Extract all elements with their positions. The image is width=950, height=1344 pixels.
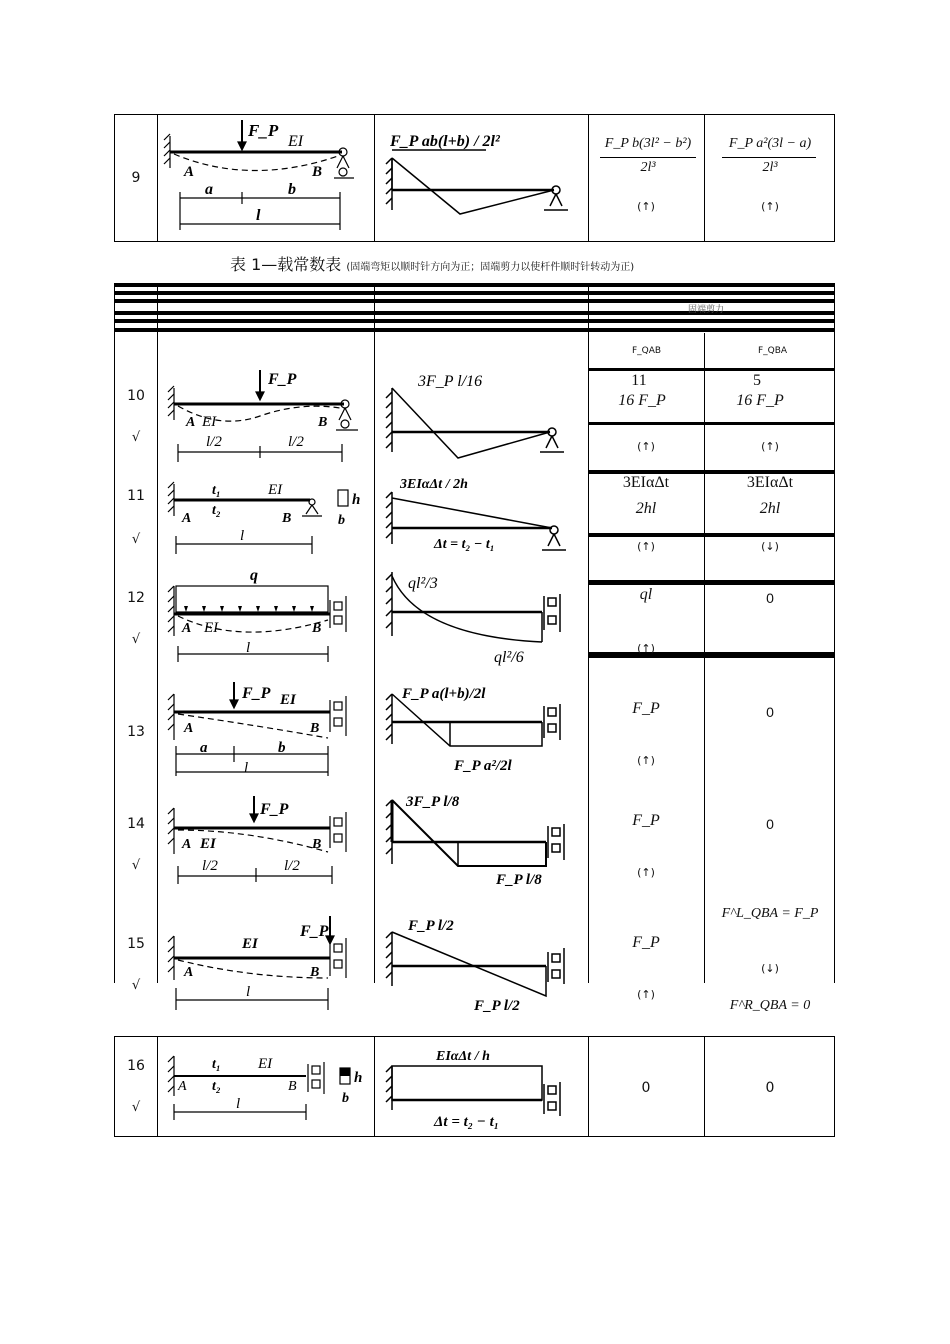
beam-diagram-15 [160, 906, 370, 1016]
half-span-label: l/2 [288, 434, 304, 450]
moment-sub-label: ql²/6 [494, 649, 524, 666]
span-label: l [236, 1096, 241, 1112]
q-label: q [250, 567, 258, 584]
beam-diagram-14 [160, 790, 370, 890]
point-a-label: A [184, 965, 194, 980]
point-a-label: A [184, 164, 195, 180]
moment-sub-label: F_P a²/2l [454, 758, 512, 774]
half-span-label: l/2 [202, 858, 218, 874]
beam-diagram-13 [160, 676, 370, 786]
span-label: l [240, 528, 245, 544]
point-b-label: B [318, 415, 328, 430]
point-a-label: A [182, 511, 192, 526]
span-label: l [244, 760, 249, 776]
fab-line1: ql [639, 586, 653, 603]
beam-diagram-11 [160, 474, 370, 574]
fab-direction: (↑) [637, 754, 655, 767]
table-caption [230, 252, 634, 275]
row-number: 12 [127, 590, 145, 606]
point-a-label: A [182, 621, 192, 636]
load-label: F_P [300, 923, 329, 940]
moment-sub-label: F_P l/8 [496, 872, 542, 888]
check-mark: √ [131, 532, 141, 547]
point-a-label: A [178, 1079, 187, 1094]
point-b-label: B [282, 511, 292, 526]
caption-note: (固端弯矩以顺时针方向为正；固端剪力以使杆件顺时针转动为正) [346, 262, 635, 273]
row-number: 10 [127, 388, 145, 404]
load-label: F_P [248, 121, 279, 140]
row-number: 13 [127, 724, 145, 740]
fab-direction: (↑) [637, 540, 655, 553]
moment-diagram-14 [378, 790, 586, 894]
fba-direction: (↑) [761, 440, 779, 453]
fab-line1: 3EIαΔt [622, 474, 670, 491]
row-number: 16 [127, 1058, 145, 1074]
moment-diagram-10 [378, 368, 586, 468]
segment-a-label: a [205, 181, 213, 198]
row-number: 14 [127, 816, 145, 832]
check-mark: √ [131, 632, 141, 647]
fab-numerator: F_P b(3l² − b²) [604, 136, 692, 151]
check-mark: √ [131, 858, 141, 873]
moment-label: F_P ab(l+b) / 2l² [390, 133, 500, 150]
fba-line3: F^R_QBA = 0 [729, 998, 811, 1013]
moment-sub-label: F_P l/2 [474, 998, 520, 1014]
moment-label: EIαΔt / h [436, 1049, 490, 1064]
point-b-label: B [312, 164, 323, 180]
fab-line2: 16 F_P [618, 392, 666, 409]
fba-line2: 16 F_P [736, 392, 784, 409]
ei-label: EI [202, 414, 217, 430]
moment-diagram-16 [378, 1044, 586, 1134]
beam-diagram [160, 118, 370, 238]
fab-line1: F_P [632, 812, 660, 829]
fba-line1: 0 [766, 816, 774, 832]
row-number: 9 [131, 170, 141, 186]
row-number: 15 [127, 936, 145, 952]
row-number: 11 [127, 488, 145, 504]
check-mark: √ [131, 978, 141, 993]
moment-label: 3EIαΔt / 2h [400, 477, 468, 492]
beam-diagram-12 [160, 566, 370, 666]
fab-line1: F_P [632, 700, 660, 717]
span-label: l [246, 984, 251, 1000]
moment-sub-label: Δt = t₂ − t₁ [434, 537, 495, 552]
point-b-label: B [310, 965, 320, 980]
moment-diagram-13 [378, 676, 586, 780]
temp-t1-label: t₁ [212, 1057, 221, 1072]
moment-label: F_P l/2 [408, 918, 454, 934]
segment-b-label: b [278, 740, 286, 756]
moment-label: F_P a(l+b)/2l [402, 686, 486, 702]
fba-line1: 5 [753, 372, 761, 389]
span-label: l [256, 207, 261, 224]
moment-diagram-11 [378, 474, 586, 574]
fba-line1: 0 [766, 590, 774, 606]
ei-label: EI [288, 133, 304, 150]
ei-label: EI [258, 1056, 273, 1072]
fab-line2: 2hl [635, 500, 657, 517]
height-h-label: h [352, 492, 361, 508]
fba-line1: 0 [766, 704, 774, 720]
load-label: F_P [268, 371, 297, 388]
point-b-label: B [312, 621, 322, 636]
fba-value: 0 [765, 1080, 775, 1096]
temp-t2-label: t₂ [212, 1079, 221, 1094]
fba-direction: (↑) [761, 200, 779, 213]
point-a-label: A [182, 837, 192, 852]
fab-direction: (↑) [637, 440, 655, 453]
fqba-header: F_QBA [758, 346, 788, 356]
fab-direction: (↑) [637, 866, 655, 879]
beam-diagram-10 [160, 368, 370, 468]
fab-line1: 11 [631, 372, 647, 389]
fab-denominator: 2l³ [640, 160, 656, 175]
moment-label: ql²/3 [408, 575, 438, 592]
fab-direction: (↑) [637, 200, 655, 213]
width-b-label: b [338, 513, 345, 528]
moment-label: 3F_P l/8 [406, 794, 460, 810]
point-b-label: B [288, 1079, 297, 1094]
point-b-label: B [310, 721, 320, 736]
fba-numerator: F_P a²(3l − a) [728, 136, 812, 151]
fba-direction: (↓) [761, 962, 779, 975]
fba-direction: (↓) [761, 540, 779, 553]
ei-label: EI [242, 936, 258, 952]
load-label: F_P [260, 801, 289, 818]
beam-diagram-16 [160, 1046, 370, 1132]
point-a-label: A [186, 415, 196, 430]
half-span-label: l/2 [206, 434, 222, 450]
ei-label: EI [204, 620, 219, 636]
fba-denominator: 2l³ [762, 160, 778, 175]
fba-line2: 2hl [759, 500, 781, 517]
check-mark: √ [131, 430, 141, 445]
point-b-label: B [312, 837, 322, 852]
moment-sub-label: Δt = t₂ − t₁ [434, 1114, 500, 1130]
temp-t2-label: t₂ [212, 503, 221, 518]
check-mark: √ [131, 1100, 141, 1115]
ei-label: EI [200, 836, 216, 852]
moment-diagram-15 [378, 906, 586, 1018]
width-b-label: b [342, 1091, 349, 1106]
moment-diagram [378, 118, 586, 238]
shear-header: 固端剪力 [688, 305, 725, 315]
ei-label: EI [268, 482, 283, 498]
segment-b-label: b [288, 181, 296, 198]
temp-t1-label: t₁ [212, 483, 221, 498]
load-label: F_P [242, 685, 271, 702]
fqab-header: F_QAB [632, 346, 662, 356]
fba-line1: F^L_QBA = F_P [721, 906, 819, 921]
caption-title: 表 1—载常数表 [230, 255, 342, 274]
fab-value: 0 [641, 1080, 651, 1096]
fab-direction: (↑) [637, 988, 655, 1001]
ei-label: EI [280, 692, 296, 708]
fab-direction: (↑) [637, 642, 655, 655]
segment-a-label: a [200, 740, 208, 756]
span-label: l [246, 640, 251, 656]
height-h-label: h [354, 1070, 363, 1086]
point-a-label: A [184, 721, 194, 736]
moment-diagram-12 [378, 566, 586, 670]
fba-line1: 3EIαΔt [746, 474, 794, 491]
fab-line1: F_P [632, 934, 660, 951]
half-span-label: l/2 [284, 858, 300, 874]
moment-label: 3F_P l/16 [418, 373, 483, 390]
